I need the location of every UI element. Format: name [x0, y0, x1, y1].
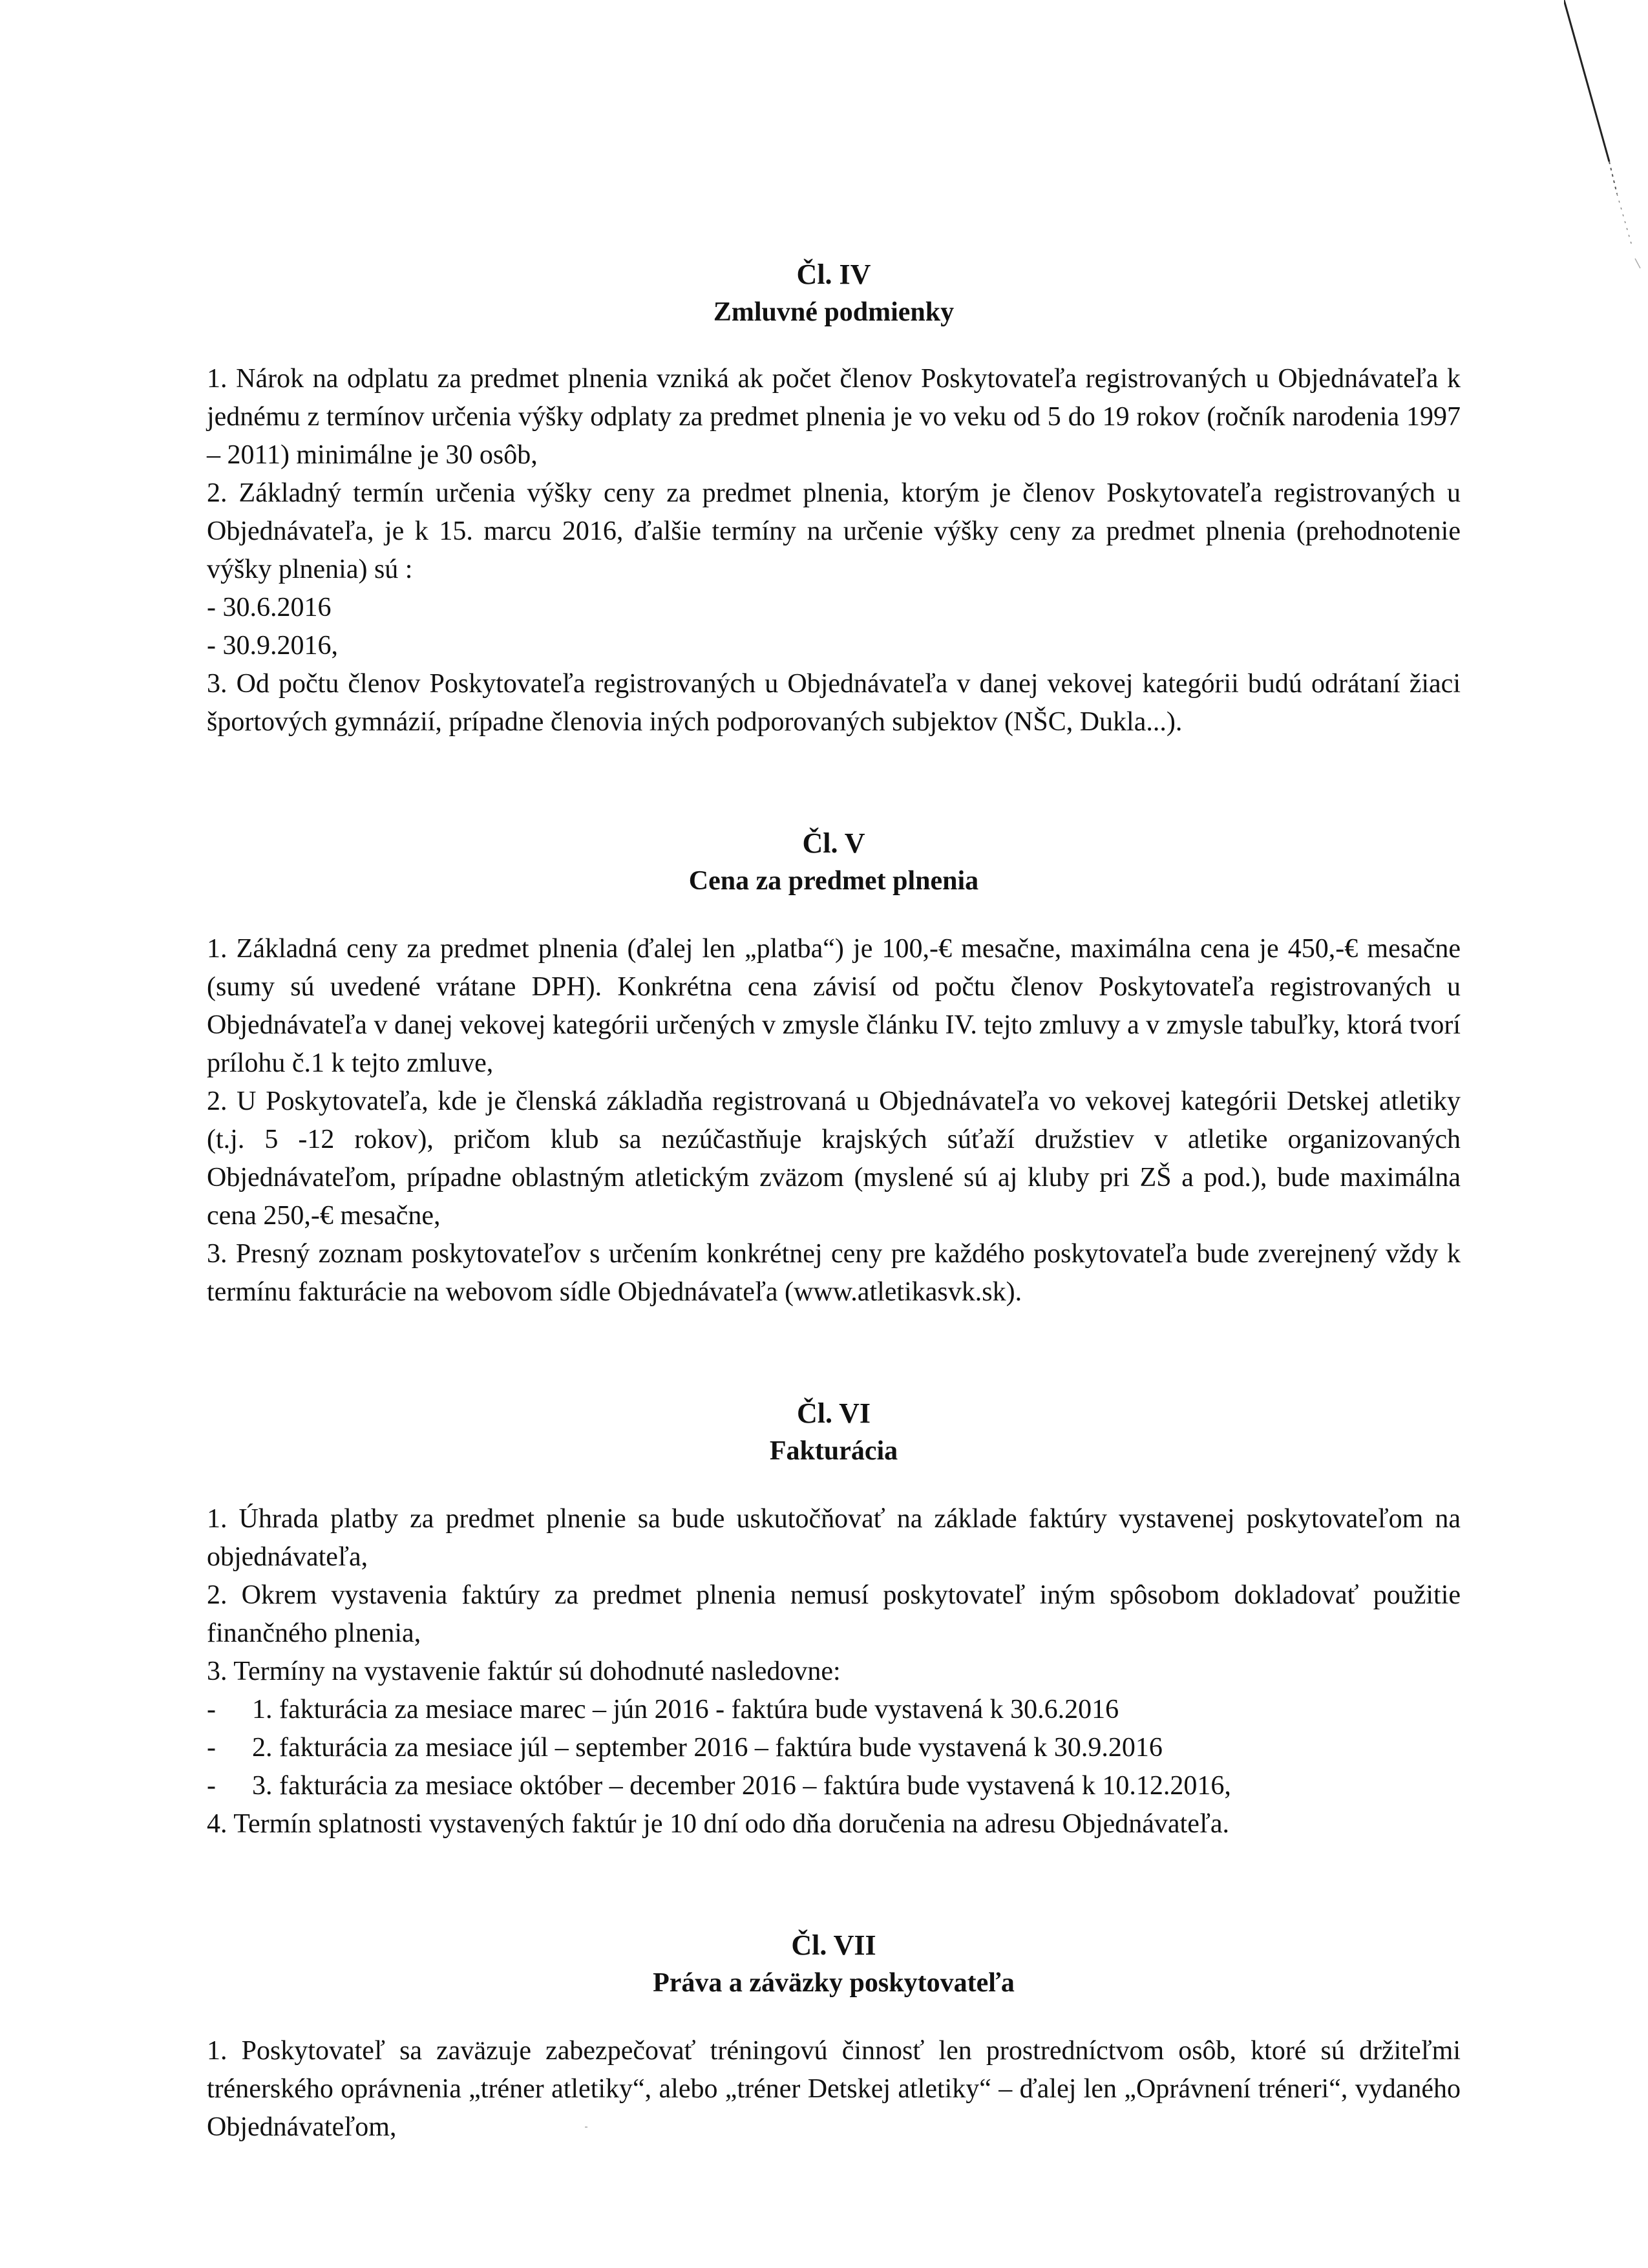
article-vi — [207, 1394, 1461, 1843]
paragraph: 4. Termín splatnosti vystavených faktúr je 10 dní odo dňa doručenia na adresu Objednávateľa. — [207, 1809, 1230, 1839]
paragraph: 1. Poskytovateľ sa zaväzuje zabezpečovať tréningovú činnosť len prostredníctvom osôb, ktoré sú držiteľmi trénerského oprávnenia „tréner atletiky“, alebo „tréner Detskej atletiky“ – ďalej len „Oprávnení tréneri“, vydaného Objednávateľom, — [207, 2036, 1461, 2142]
invoice-term-item — [207, 1691, 1461, 1729]
document-body — [207, 255, 1461, 2146]
invoice-term-item — [207, 1729, 1461, 1767]
paragraph: 2. Základný termín určenia výšky ceny za predmet plnenia, ktorým je členov Poskytovateľa registrovaných u Objednávateľa, je k 15. marcu 2016, ďalšie termíny na určenie výšky ceny za predmet plnenia (prehodnotenie výšky plnenia) sú : — [207, 478, 1461, 584]
paragraph: 2. Okrem vystavenia faktúry za predmet plnenia nemusí poskytovateľ iným spôsobom dokladovať použitie finančného plnenia, — [207, 1580, 1461, 1648]
invoice-term-text: 3. fakturácia za mesiace október – december 2016 – faktúra bude vystavená k 10.12.2016, — [252, 1771, 1231, 1801]
article-number: Čl. VI — [796, 1397, 871, 1429]
paragraph: 3. Od počtu členov Poskytovateľa registrovaných u Objednávateľa v danej vekovej kategórii budú odrátaní žiaci športových gymnázií, prípadne členovia iných podporovaných subjektov (NŠC, Dukla...). — [207, 669, 1461, 737]
paragraph: 1. Úhrada platby za predmet plnenie sa bude uskutočňovať na základe faktúry vystavenej poskytovateľom na objednávateľa, — [207, 1504, 1461, 1572]
paragraph: 3. Termíny na vystavenie faktúr sú dohodnuté nasledovne: — [207, 1657, 841, 1686]
article-iv — [207, 255, 1461, 741]
invoice-term-text: 1. fakturácia za mesiace marec – jún 2016 - faktúra bude vystavená k 30.6.2016 — [252, 1695, 1119, 1724]
pen-stroke-mark — [1564, 0, 1648, 271]
section-spacer — [207, 1311, 1461, 1394]
scan-speck — [585, 2126, 587, 2128]
article-number: Čl. VII — [791, 1929, 876, 1961]
invoice-term-text: 2. fakturácia za mesiace júl – september 2016 – faktúra bude vystavená k 30.9.2016 — [252, 1733, 1163, 1763]
section-spacer — [207, 741, 1461, 824]
date-item: - 30.6.2016 — [207, 593, 332, 622]
dash-marker: - — [207, 1733, 216, 1763]
dash-marker: - — [207, 1695, 216, 1724]
article-title: Zmluvné podmienky — [713, 297, 955, 327]
paragraph: 3. Presný zoznam poskytovateľov s určením konkrétnej ceny pre každého poskytovateľa bude zverejnený vždy k termínu fakturácie na webovom sídle Objednávateľa (www.atletikasvk.sk). — [207, 1239, 1461, 1307]
article-vii — [207, 1926, 1461, 2146]
section-spacer — [207, 1843, 1461, 1926]
article-title: Práva a záväzky poskytovateľa — [653, 1968, 1015, 1998]
article-number: Čl. V — [802, 827, 865, 859]
dash-marker: - — [207, 1771, 216, 1801]
paragraph: 1. Nárok na odplatu za predmet plnenia vzniká ak počet členov Poskytovateľa registrovaných u Objednávateľa k jednému z termínov určenia výšky odplaty za predmet plnenia je vo veku od 5 do 19 rokov (ročník narodenia 1997 – 2011) minimálne je 30 osôb, — [207, 364, 1461, 470]
invoice-term-item — [207, 1767, 1461, 1805]
article-title: Fakturácia — [769, 1436, 898, 1466]
date-item: - 30.9.2016, — [207, 631, 338, 661]
article-v — [207, 824, 1461, 1311]
paragraph: 1. Základná ceny za predmet plnenia (ďalej len „platba“) je 100,-€ mesačne, maximálna cena je 450,-€ mesačne (sumy sú uvedené vrátane DPH). Konkrétna cena závisí od počtu členov Poskytovateľa registrovaných u Objednávateľa v danej vekovej kategórii určených v zmysle článku IV. tejto zmluvy a v zmysle tabuľky, ktorá tvorí prílohu č.1 k tejto zmluve, — [207, 934, 1461, 1078]
paragraph: 2. U Poskytovateľa, kde je členská základňa registrovaná u Objednávateľa vo vekovej kategórii Detskej atletiky (t.j. 5 -12 rokov), pričom klub sa nezúčastňuje krajských súťaží družstiev v atletike organizovaných Objednávateľom, prípadne oblastným atletickým zväzom (myslené sú aj kluby pri ZŠ a pod.), bude maximálna cena 250,-€ mesačne, — [207, 1086, 1461, 1231]
article-title: Cena za predmet plnenia — [688, 866, 979, 896]
article-number: Čl. IV — [796, 259, 871, 290]
